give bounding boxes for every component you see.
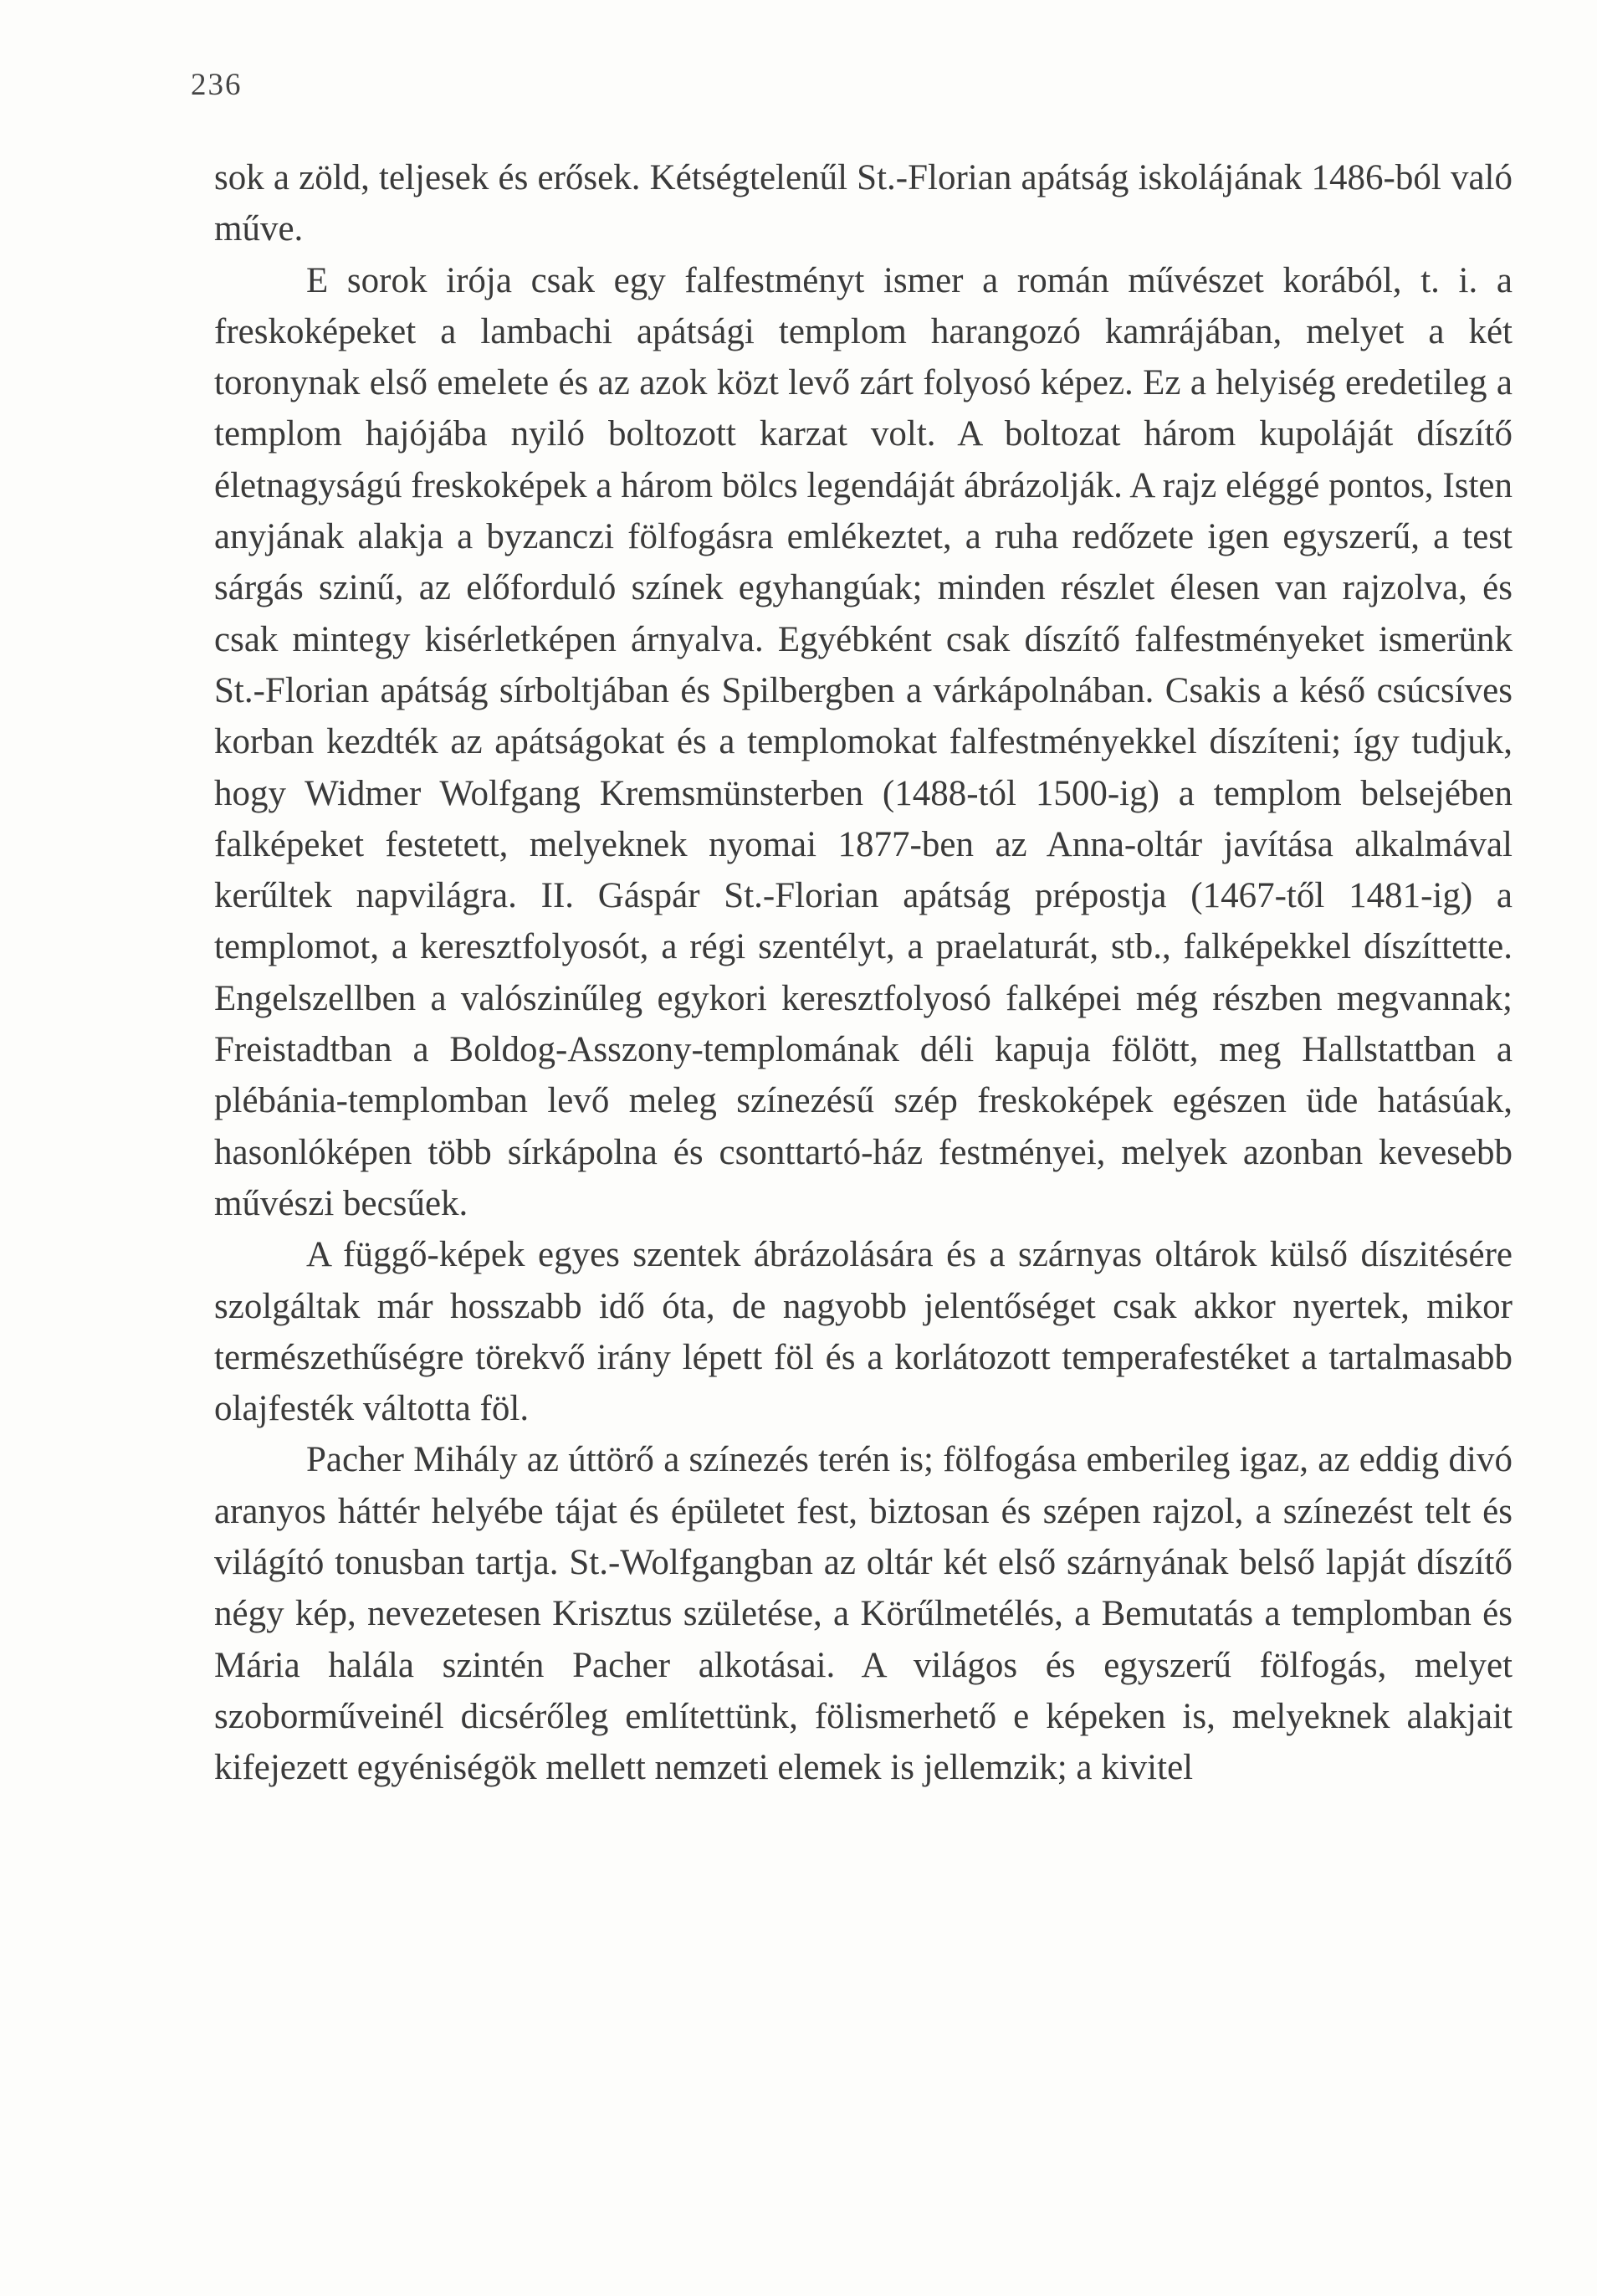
page-number: 236 [191,68,243,102]
paragraph-lambach-frescoes: E sorok irója csak egy falfestményt ismer a román művészet korából, t. i. a freskoképeket a lambachi apátsági templom harangozó kamrájában, melyet a két toronynak első emelete és az azok közt levő zárt folyosó képez. Ez a helyiség eredetileg a templom hajójába nyiló boltozott karzat volt. A boltozat három kupoláját díszítő életnagyságú freskoképek a három bölcs legendáját ábrázolják. A rajz eléggé pontos, Isten anyjának alakja a byzanczi fölfogásra emlékeztet, a ruha redőzete igen egyszerű, a test sárgás szinű, az előforduló színek egyhangúak; minden részlet élesen van rajzolva, és csak mintegy kisérletképen árnyalva. Egyébként csak díszítő falfestményeket ismerünk St.-Florian apátság sírboltjában és Spilbergben a várkápolnában. Csakis a késő csúcsíves korban kezdték az apátságokat és a templomokat falfestményekkel díszíteni; így tudjuk, hogy Widmer Wolfgang Kremsmünsterben (1488-tól 1500-ig) a templom belsejében falképeket festetett, melyeknek nyomai 1877-ben az Anna-oltár javítása alkalmával kerűltek napvilágra. II. Gáspár St.-Florian apátság prépostja (1467-től 1481-ig) a templomot, a keresztfolyosót, a régi szentélyt, a praelaturát, stb., falképekkel díszíttette. Engelszellben a valószinűleg egykori keresztfolyosó falképei még részben megvannak; Freistadtban a Boldog-Asszony-templomának déli kapuja fölött, meg Hallstattban a plébánia-templomban levő meleg színezésű szép freskoképek egészen üde hatásúak, hasonlóképen több sírkápolna és csonttartó-ház festményei, melyek azonban kevesebb művészi becsűek. [214,260,1513,1223]
paragraph-pacher: Pacher Mihály az úttörő a színezés terén is; fölfogása emberileg igaz, az eddig divó aranyos háttér helyébe tájat és épületet fest, biztosan és szépen rajzol, a színezést telt és világító tonusban tartja. St.-Wolfgangban az oltár két első szárnyának belső lapját díszítő négy kép, nevezetesen Krisztus születése, a Körűlmetélés, a Bemutatás a templomban és Mária halála szintén Pacher alkotásai. A világos és egyszerű fölfogás, melyet szoborműveinél dicsérőleg említettünk, fölismerhető e képeken is, melyeknek alakjait kifejezett egyéniségök mellett nemzeti elemek is jellemzik; a kivitel [214,1440,1513,1788]
body-text [214,152,1513,1794]
paragraph-continuation: sok a zöld, teljesek és erősek. Kétségtelenűl St.-Florian apátság iskolájának 1486-ból való műve. [214,158,1513,249]
paragraph-panel-paintings: A függő-képek egyes szentek ábrázolására és a szárnyas oltárok külső díszitésére szolgáltak már hosszabb idő óta, de nagyobb jelentőséget csak akkor nyertek, mikor természethűségre törekvő irány lépett föl és a korlátozott temperafestéket a tartalmasabb olajfesték váltotta föl. [214,1235,1513,1429]
